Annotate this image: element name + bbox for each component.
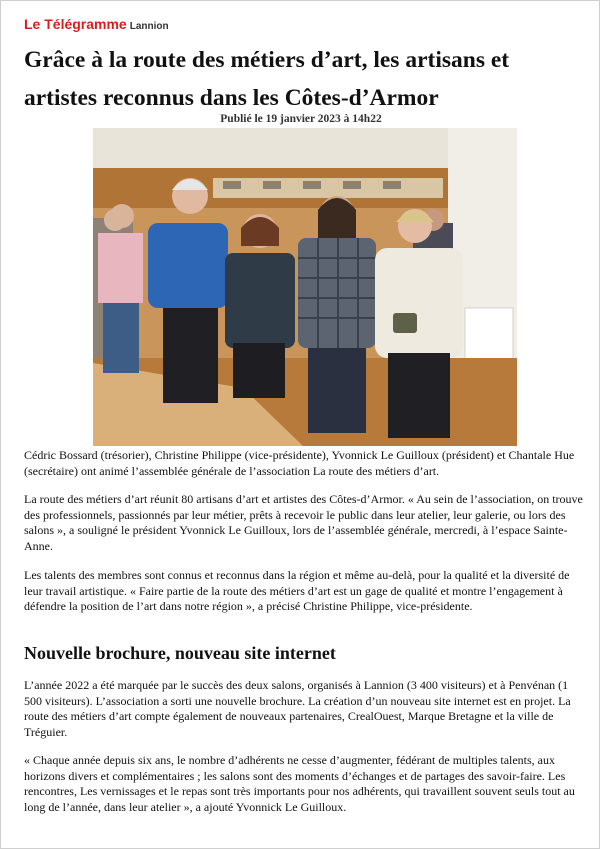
group-photo-illustration (93, 128, 517, 446)
photo-caption: Cédric Bossard (trésorier), Christine Philippe (vice-présidente), Yvonnick Le Guilloux (président) et Chantale Hue (secrétaire) ont animé l’assemblée générale de l’association La route des métiers d’art. (24, 448, 575, 478)
publication-date: Publié le 19 janvier 2023 à 14h22 (220, 113, 382, 125)
article-headline: Grâce à la route des métiers d’art, les artisans et artistes reconnus dans les Côtes-d’Armor (24, 47, 510, 111)
masthead (24, 16, 169, 34)
article-paragraph: « Chaque année depuis six ans, le nombre d’adhérents ne cesse d’augmenter, fédérant de multiples talents, aux horizons divers et complémentaires ; les salons sont des moments d’échanges et de partages des savoir-faire. Les rencontres, Les vernissages et le repas sont très importants pour nos adhérents, qui travaillent souvent seuls tout au long de l’année, dans leur atelier », a ajouté Yvonnick Le Guilloux. (24, 753, 575, 814)
article-subheading: Nouvelle brochure, nouveau site internet (24, 643, 336, 663)
article-paragraph: L’année 2022 a été marquée par le succès des deux salons, organisés à Lannion (3 400 visiteurs) et à Penvénan (1 500 visiteurs). L’association a sorti une nouvelle brochure. La création d’un nouveau site internet est en projet. La route des métiers d’art compte également de nouveaux partenaires, CrealOuest, Marque Bretagne et la ville de Tréguier. (24, 678, 571, 739)
article-paragraph: Les talents des membres sont connus et reconnus dans la région et même au-delà, pour la qualité et la diversité de leur travail artistique. « Faire partie de la route des métiers d’art est un gage de qualité et montre l’engagement à défendre la position de l’art dans notre région », a précisé Christine Philippe, vice-présidente. (24, 568, 570, 613)
newspaper-brand: Le Télégramme (24, 16, 127, 32)
article-paragraph: La route des métiers d’art réunit 80 artisans d’art et artistes des Côtes-d’Armor. « Au sein de l’association, on trouve des professionnels, passionnés par leur métier, prêts à recevoir le public dans leur atelier, leur galerie, ou lors des salons », a souligné le président Yvonnick Le Guilloux, lors de l’assemblée générale, mercredi, à l’espace Sainte-Anne. (24, 492, 583, 553)
article-photo (93, 128, 517, 446)
edition-city: Lannion (129, 21, 169, 32)
